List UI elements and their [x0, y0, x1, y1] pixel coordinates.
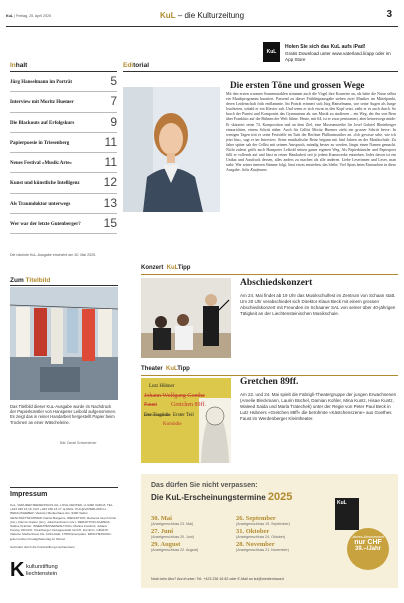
toc-item[interactable]: Neues Festival «Musik:Arte» 11 — [10, 153, 117, 173]
toc-item[interactable]: Wer war der letzte Gutenberger? 15 — [10, 214, 117, 234]
dates-headline: Die KuL-Erscheinungstermine 2025 — [151, 491, 293, 503]
konzert-divider — [141, 274, 398, 275]
price-badge: Jahres-Abonnement nur CHF 39.–/Jahr — [347, 528, 389, 570]
theater-divider — [141, 375, 398, 376]
toc-item[interactable]: Als Traumdoktor unterwegs 13 — [10, 194, 117, 214]
titelbild-divider — [10, 285, 118, 286]
toc-item[interactable]: Interview mit Moritz Huemer 7 — [10, 92, 117, 112]
theater-poster — [141, 378, 231, 463]
app-ad[interactable] — [263, 42, 399, 72]
impressum-text: KuL, VADUZER MEDIENHAUS AG, LOVA-CENTER, LI-9490 VADUZ, TEL. +423 236 16 16, FAX +423 236 16 17, E-MAIL: KUL@VATERLAND.LI. HERAUSGEBER: Vaduzer Medienhaus AG, 9490 Vaduz. GESCHÄFTSFÜHRER: Daniel Bargetze. REDAKTION: Rebecca Grech Frick (stv.), Ramon Kaiser (stv.), Julia Kaufmann (stv.). REDAKTION AGENDA: Sabine Kräntler. INSERATENVERWALTUNG: Marina Foschini, Juliana Kanzig. DRUCK: Vorarlberger Verlagsanstalt GmbH, Dornbirn. GRAFIK: Vaduzer Medienhaus AG. AUFLAGE: 17500 Exemplare. ERSCHEINUNG: jeden letzten Freitag/Samstag im Monat. Gefördert durch die Kulturstiftung Liechtenstein — [10, 503, 117, 550]
poster-title: Gretchen 89ff. — [171, 402, 206, 408]
table-of-contents — [10, 72, 117, 234]
impressum-divider — [10, 487, 118, 488]
app-ad-title: Holen Sie sich das KuL aufs iPad! — [285, 44, 366, 50]
header-divider — [6, 26, 398, 27]
editorial-headline: Die ersten Töne und grossen Wege — [230, 80, 365, 90]
kulturstiftung-logo: K kulturstiftung liechtenstein — [10, 559, 58, 581]
poster-strike-author: Johann Wolfgang Goethe — [144, 393, 205, 399]
impressum-heading: Impressum — [10, 491, 48, 498]
poster-genre: Komödie — [163, 422, 182, 427]
dates-column-right: 26. September (Anzeigenschluss 19. September) 31. Oktober (Anzeigenschluss 24. Oktober) 28. November (Anzeigenschluss 21. November) — [236, 515, 290, 552]
konzert-rubric: Konzert KuLTipp — [141, 265, 191, 271]
theater-body: Am 22. und 24. Mai spielt die Fabrigli-Theatergruppe der jungen Erwachsenen (Amelie Bleckmann, Laurin Büchel, Damian Kohler, Mina Kuntz, Hisae Kuntz, Waleed Saida und Marla Tratechek) unter der Regie von Peter Paul Beck in Lutz Hübners «Gretchen 89ff» die berühmte «Kästchenszene» aus Goethes Faust im Werdenberger Kleintheater. — [240, 392, 397, 421]
theater-headline: Gretchen 89ff. — [240, 377, 299, 387]
kul-logo: KuL — [263, 42, 280, 62]
page-number: 3 — [386, 9, 392, 20]
next-issue-note: Die nächste KuL-Ausgabe erscheint am 30. Mai 2025. — [10, 253, 97, 257]
toc-item[interactable]: Jürg Hanselmann im Porträt 5 — [10, 72, 117, 92]
cover-caption: Das Titelbild dieser KuL-Ausgabe wurde im Nachdruck der Papierkünstler von Hanspeter Leibold aufgenommen. Es zeigt das in reiner Handarbeit hergestellt Papier beim Trocknen an einer Wäscheleine. — [10, 404, 117, 425]
poster-subtitle: Erster Teil — [173, 413, 194, 418]
editorial-signature: Julia Kaufmann — [241, 168, 267, 173]
poster-strike-genre: Der Tragödie — [144, 413, 171, 418]
konzert-photo — [141, 278, 231, 358]
toc-item[interactable]: Papierpoesie in Triesenberg 11 — [10, 133, 117, 153]
subscription-contact: Noch kein Abo? Anruf unter: Tel. +423 236 16 82 oder E-Mail an kul@medienhaus.li — [151, 577, 285, 581]
poster-author: Lutz Hübner — [149, 384, 175, 389]
cover-photo — [10, 287, 118, 400]
titelbild-heading: Zum Titelbild — [10, 277, 51, 284]
inhalt-heading: Inhalt — [10, 62, 28, 69]
dates-column-left: 30. Mai (Anzeigenschluss 23. Mai) 27. Juni (Anzeigenschluss 20. Juni) 29. August (Anzeigenschluss 22. August) — [151, 515, 199, 552]
magazine-cover: KuL — [335, 498, 359, 530]
page-header — [0, 0, 404, 26]
toc-item[interactable]: Kunst und künstliche Intelligenz 12 — [10, 173, 117, 193]
header-title: KuL – die Kulturzeitung — [160, 11, 245, 20]
konzert-body: Am 24. Mai findet ab 19 Uhr das Musikschulfest im Zentrum von Schaan statt. Um 20 Uhr verabschiedet sich Direktor Klaus Beck mit einem grossen Abschiedskonzert mit Freunden im Schaaner SAL von seiner über 40-jährigen Tätigkeit an der Liechtensteinischen Musikschule. — [240, 293, 396, 316]
k-logo-icon: K — [10, 559, 25, 581]
editorial-divider — [123, 71, 398, 72]
editor-portrait — [123, 87, 220, 212]
cover-credit: Bild: Daniel Schwendener — [60, 441, 97, 445]
editorial-heading: Editorial — [123, 62, 150, 69]
konzert-headline: Abschiedskonzert — [240, 278, 313, 288]
editorial-body: Mit den ersten warmen Sonnenstrahlen stimmen auch die Vögel ihre Konzerte an, als hätte die Natur selbst ein Musikprogramm kuratiert. Passend zu dieser Frühlingsausgabe stehen zwei Musiker im Mittelpunkt, deren Leidenschaft früh entflammte. Im Porträt erinnert sich Jürg Hanselmann, wie seine Augen als Junge leuchteten, sobald er ein Klavier sah. Und wenn er sich etwas in den Kopf setzt, zieht er es auch durch. So brach der Pianist und Komponist das Gymnasium ab, um Musik zu studieren – ein Weg, der ihn von Bern über Frankfurt auf die Bühnen der Welt führte. Heute, mit 64, ist er zwar pensioniert, aber keineswegs müde: Er skizziert seine 74. Komposition und an dem Ziel, eine Museumsreihe für Josef Gabriel Rheinberger einzurichten, einem Schritt näher. Auch für Cellist Moritz Huemer zieht ein grosser Schritt bevor: In wenigen Tagen tritt er seine Feststelle im Tutti der Berliner Philharmoniker an. «Ich gewisse sehe, wie ich jetzt bin», sagt er im Interview. Seine musikalische Reise begann mit fünf Jahren an der Musikschule. Zu Jahre später sah der Cellist mit seinem Amsprach, mündig besser zu werden, längst einen Namen gemacht. Nicht zuletzt griffs auch Hanspeter Leibold seinen ganze eigenen Weg. Als Papierkünstler und Papierpoet füllt er vollends auf und lässt in reiner Handarbeit seit je jedem Kunstwerke entstehen. Jedes davon ist ein Unikat und Ausdruck dessen, alles anders zu machen als alle anderen. Liebe Leserinnen und Leser, man sieht: Wer seiner inneren Stimme folgt, lässt etwas entstehen, das bleibt. Viel Spass beim Eintauchen in diese Ausgabe. Julia Kaufmann — [226, 92, 396, 173]
toc-item[interactable]: Die Blackouts auf Erfolgskurs 9 — [10, 113, 117, 133]
poster-strike-title: Faust — [144, 402, 158, 408]
dates-kicker: Das dürfen Sie nicht verpassen: — [151, 482, 258, 489]
theater-rubric: Theater KuLTipp — [141, 366, 190, 372]
header-date: KuL | Freitag, 25. April 2025 — [6, 14, 52, 18]
dates-box — [141, 474, 398, 588]
subscription-badge[interactable] — [331, 498, 393, 576]
app-ad-text: Gratis Download unter www.vaterland.li/app oder im App Store — [285, 51, 391, 62]
